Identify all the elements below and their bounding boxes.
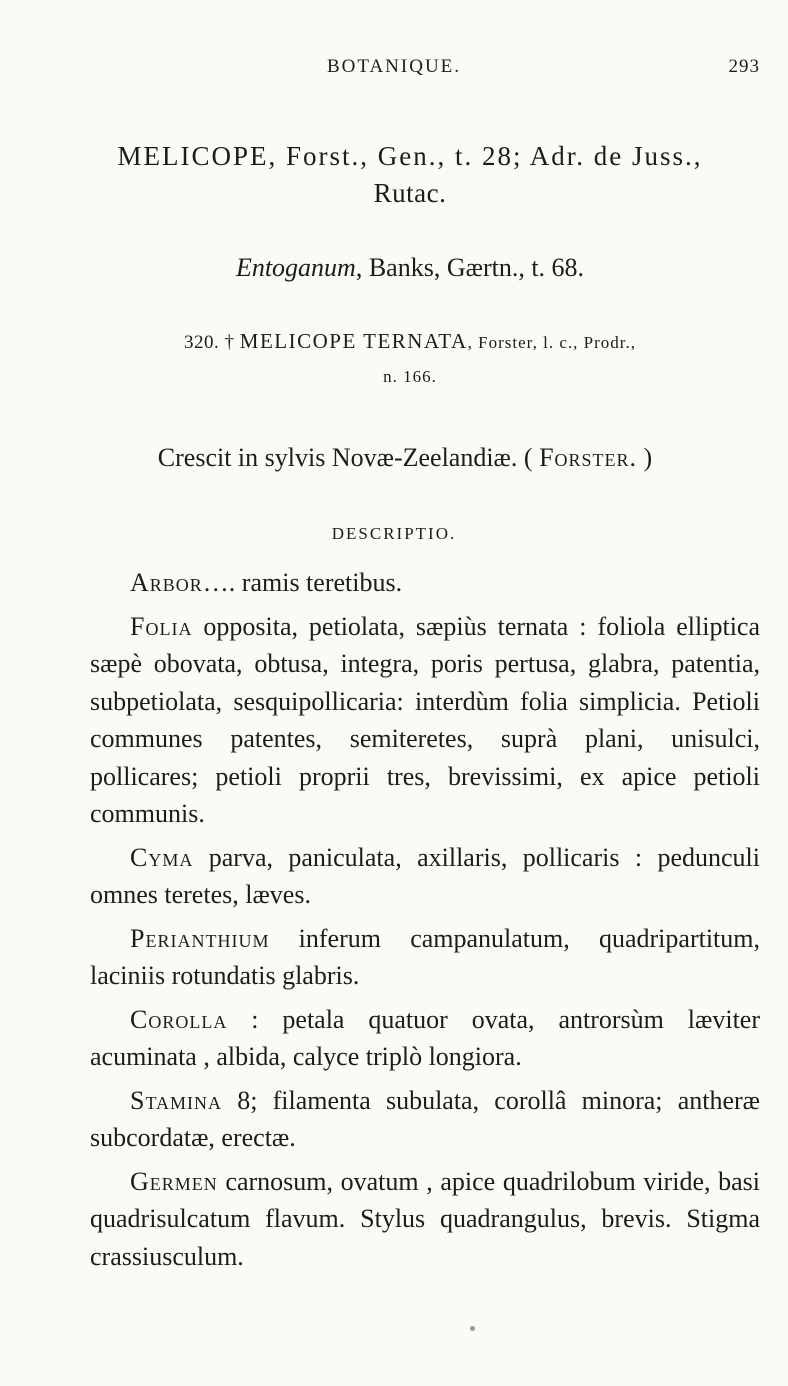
description-body: [90, 564, 760, 1281]
running-head: [0, 56, 788, 86]
habitat-line: [60, 440, 750, 476]
synonym-name: Entoganum: [235, 253, 356, 282]
species-reference: , Forster, l. c., Prodr.,: [467, 333, 636, 352]
species-entry: [90, 324, 730, 394]
habitat-author: Forster.: [539, 443, 638, 472]
description-term: Corolla: [130, 1004, 228, 1034]
description-text: carnosum, ovatum , apice quadrilobum viride, basi quadrisulcatum flavum. Stylus quadrangulus, brevis. Stigma crassiusculum.: [90, 1166, 760, 1271]
habitat-text: Crescit in sylvis Novæ-Zeelandiæ. (: [157, 443, 540, 472]
species-reference-cont: n. 166.: [383, 367, 437, 386]
description-paragraph: [90, 839, 760, 914]
description-term: Cyma: [130, 842, 194, 872]
running-title: BOTANIQUE.: [326, 56, 462, 77]
description-text: : petala quatuor ovata, antrorsùm læviter acuminata , albida, calyce triplò longiora.: [90, 1004, 760, 1071]
description-paragraph: [90, 608, 760, 833]
habitat-close: ): [637, 443, 653, 472]
synonym-reference: , Banks, Gærtn., t. 68.: [355, 253, 585, 282]
description-paragraph: [90, 1001, 760, 1076]
description-paragraph: [90, 564, 760, 602]
description-paragraph: [90, 920, 760, 995]
description-text: parva, paniculata, axillaris, pollicaris : pedunculi omnes teretes, læves.: [90, 842, 760, 909]
species-name: MELICOPE TERNATA: [239, 329, 468, 353]
synonym-line: [60, 250, 760, 286]
description-heading: DESCRIPTIO.: [331, 524, 457, 543]
description-term: Perianthium: [130, 923, 270, 953]
description-term: Germen: [130, 1166, 218, 1196]
description-text: 8; filamenta subulata, corollâ minora; antheræ subcordatæ, erectæ.: [90, 1085, 760, 1152]
description-text: …. ramis teretibus.: [202, 568, 403, 597]
ink-speck: [470, 1326, 475, 1331]
description-text: inferum campanulatum, quadripartitum, laciniis rotundatis glabris.: [90, 923, 760, 990]
genus-line-1: MELICOPE, Forst., Gen., t. 28; Adr. de Juss.,: [117, 141, 703, 171]
description-paragraph: [90, 1163, 760, 1276]
description-term: Stamina: [130, 1085, 223, 1115]
description-paragraph: [90, 1082, 760, 1157]
page-number: 293: [728, 56, 760, 77]
genus-line-2: Rutac.: [373, 178, 447, 208]
description-term: Arbor: [130, 568, 203, 597]
species-number: 320. †: [184, 332, 240, 353]
description-term: Folia: [130, 611, 193, 641]
genus-heading: [60, 138, 760, 212]
description-text: opposita, petiolata, sæpiùs ternata : foliola elliptica sæpè obovata, obtusa, integra, poris pertusa, glabra, patentia, subpetiolata, sesquipollicaria: interdùm folia simplicia. Petioli communes patentes, semiteretes, suprà plani, unisulci, pollicares; petioli proprii tres, brevissimi, ex apice petioli communis.: [90, 611, 760, 828]
